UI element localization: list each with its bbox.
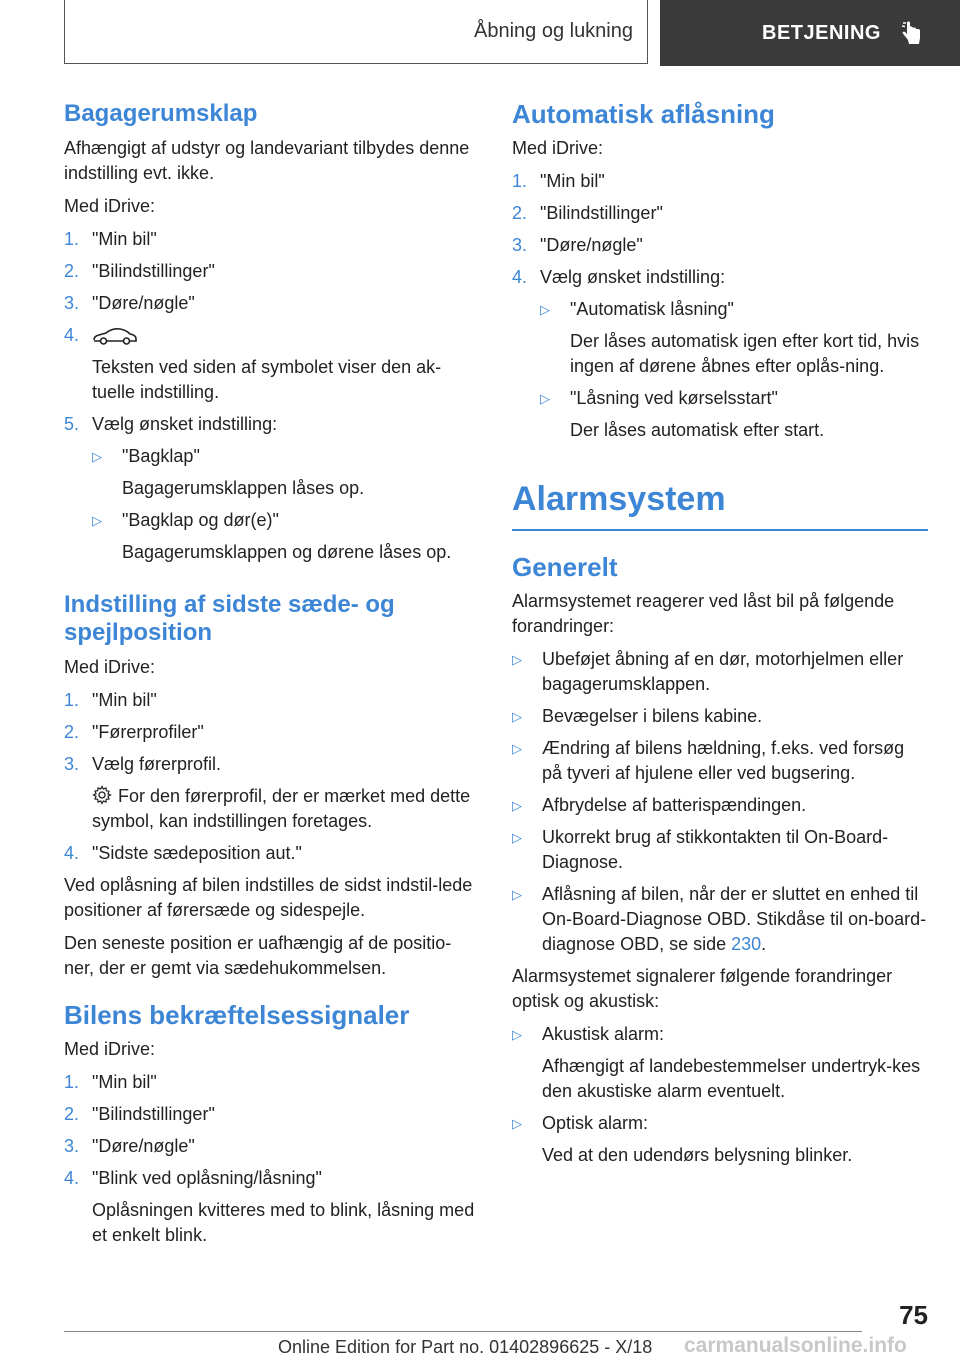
paragraph: Alarmsystemet signalerer følgende forandringer optisk og akustisk:	[512, 966, 893, 1011]
triangle-bullet-icon: ▷	[512, 652, 522, 667]
list-item: 1. "Min bil"	[64, 690, 157, 710]
footer-divider	[64, 1331, 862, 1332]
list-item: 4. "Sidste sædeposition aut."	[64, 843, 302, 863]
triangle-bullet-icon: ▷	[512, 1116, 522, 1131]
heading-alarm-system: Alarmsystem	[512, 479, 928, 531]
list-item: 2. "Bilindstillinger"	[512, 203, 663, 223]
steps-list	[64, 688, 476, 866]
paragraph: Alarmsystemet reagerer ved låst bil på følgende forandringer:	[512, 591, 895, 636]
paragraph: Med iDrive:	[512, 138, 604, 158]
heading-seat-mirror: Indstilling af sidste sæde- og spejlposition	[64, 591, 395, 646]
triangle-bullet-icon: ▷	[512, 887, 522, 902]
heading-auto-lock: Automatisk aflåsning	[512, 99, 775, 129]
bullet-list	[512, 647, 928, 957]
list-item: 2. "Bilindstillinger"	[64, 261, 215, 281]
list-item: ▷ Akustisk alarm: Afhængigt af landebestemmelser undertryk-kes den akustiske alarm eventuelt.	[512, 1022, 928, 1104]
paragraph: Ved oplåsning af bilen indstilles de sidst indstil-lede positioner af førersæde og sidespejle.	[64, 875, 473, 920]
heading-bagagerumsklap: Bagagerumsklap	[64, 100, 258, 127]
option-item: ▷ "Bagklap" Bagagerumsklappen låses op.	[92, 444, 476, 501]
triangle-bullet-icon: ▷	[512, 741, 522, 756]
list-item: 2. "Bilindstillinger"	[64, 1104, 215, 1124]
list-item: 1. "Min bil"	[64, 1072, 157, 1092]
hand-pointer-icon	[899, 20, 925, 46]
page-header	[0, 0, 960, 66]
steps-list	[512, 169, 928, 450]
footer-edition: Online Edition for Part no. 01402896625 - X/18	[278, 1337, 653, 1357]
steps-list	[64, 1070, 476, 1248]
list-item: ▷ Ukorrekt brug af stikkontakten til On-Board-Diagnose.	[512, 825, 928, 875]
list-item: ▷ Bevægelser i bilens kabine.	[512, 704, 928, 729]
heading-general: Generelt	[512, 552, 618, 582]
car-icon	[92, 325, 138, 347]
paragraph: Med iDrive:	[64, 1039, 156, 1059]
list-item: 4. Teksten ved siden af symbolet viser den ak-tuelle indstilling.	[64, 325, 442, 402]
page-link[interactable]: 230	[731, 934, 762, 954]
left-column	[64, 100, 476, 1255]
page-number: 75	[899, 1300, 928, 1330]
triangle-bullet-icon: ▷	[512, 798, 522, 813]
list-item: 3. "Døre/nøgle"	[64, 293, 195, 313]
bullet-list	[512, 1022, 928, 1168]
triangle-bullet-icon: ▷	[540, 302, 550, 317]
steps-list	[64, 227, 476, 572]
list-item: 3. Vælg førerprofil. For den førerprofil, der er mærket med dette symbol, kan indstillingen foretages.	[64, 754, 471, 831]
paragraph: Afhængigt af udstyr og landevariant tilbydes denne indstilling evt. ikke.	[64, 138, 470, 183]
option-item: ▷ "Låsning ved kørselsstart" Der låses automatisk efter start.	[540, 386, 928, 443]
paragraph: Den seneste position er uafhængig af de positio-ner, der er gemt via sædehukommelsen.	[64, 933, 452, 978]
heading-confirmation-signals: Bilens bekræftelsessignaler	[64, 1000, 410, 1030]
list-item: ▷ Afbrydelse af batterispændingen.	[512, 793, 928, 818]
paragraph: Med iDrive:	[64, 657, 156, 677]
right-column	[512, 100, 928, 1175]
list-item: ▷ Aflåsning af bilen, når der er sluttet en enhed til On-Board-Diagnose OBD. Stikdåse til on-board-diagnose OBD, se side 230.	[512, 882, 928, 957]
list-item: 1. "Min bil"	[512, 171, 605, 191]
list-item: 4. Vælg ønsket indstilling: ▷ "Automatisk låsning" Der låses automatisk igen efter kort tid, hvis ingen af dørene åbnes efter oplås-ning. ▷ "Låsning ved kørselsstart" Der låses automatisk efter start.	[512, 265, 928, 450]
triangle-bullet-icon: ▷	[92, 449, 102, 464]
list-item: 1. "Min bil"	[64, 229, 157, 249]
list-item: 4. "Blink ved oplåsning/låsning" Oplåsningen kvitteres med to blink, låsning med et enkelt blink.	[64, 1168, 475, 1245]
chapter-tab	[660, 0, 960, 66]
option-item: ▷ "Automatisk låsning" Der låses automatisk igen efter kort tid, hvis ingen af dørene åbnes efter oplås-ning.	[540, 297, 928, 379]
chapter-title: BETJENING	[762, 21, 881, 44]
list-item: 3. "Døre/nøgle"	[64, 1136, 195, 1156]
triangle-bullet-icon: ▷	[540, 391, 550, 406]
list-item: ▷ Ubeføjet åbning af en dør, motorhjelmen eller bagagerumsklappen.	[512, 647, 928, 697]
list-item: ▷ Ændring af bilens hældning, f.eks. ved forsøg på tyveri af hjulene eller ved bugsering.	[512, 736, 928, 786]
list-item: 2. "Førerprofiler"	[64, 722, 204, 742]
triangle-bullet-icon: ▷	[512, 1027, 522, 1042]
gear-icon	[92, 785, 112, 805]
triangle-bullet-icon: ▷	[92, 513, 102, 528]
list-item: 5. Vælg ønsket indstilling: ▷ "Bagklap" Bagagerumsklappen låses op. ▷ "Bagklap og dør(e)" Bagagerumsklappen og dørene låses op.	[64, 412, 476, 572]
paragraph: Med iDrive:	[64, 196, 156, 216]
triangle-bullet-icon: ▷	[512, 830, 522, 845]
section-title: Åbning og lukning	[64, 0, 648, 64]
triangle-bullet-icon: ▷	[512, 709, 522, 724]
option-item: ▷ "Bagklap og dør(e)" Bagagerumsklappen og dørene låses op.	[92, 508, 476, 565]
list-item: ▷ Optisk alarm: Ved at den udendørs belysning blinker.	[512, 1111, 928, 1168]
watermark: carmanualsonline.info	[684, 1334, 907, 1357]
list-item: 3. "Døre/nøgle"	[512, 235, 643, 255]
